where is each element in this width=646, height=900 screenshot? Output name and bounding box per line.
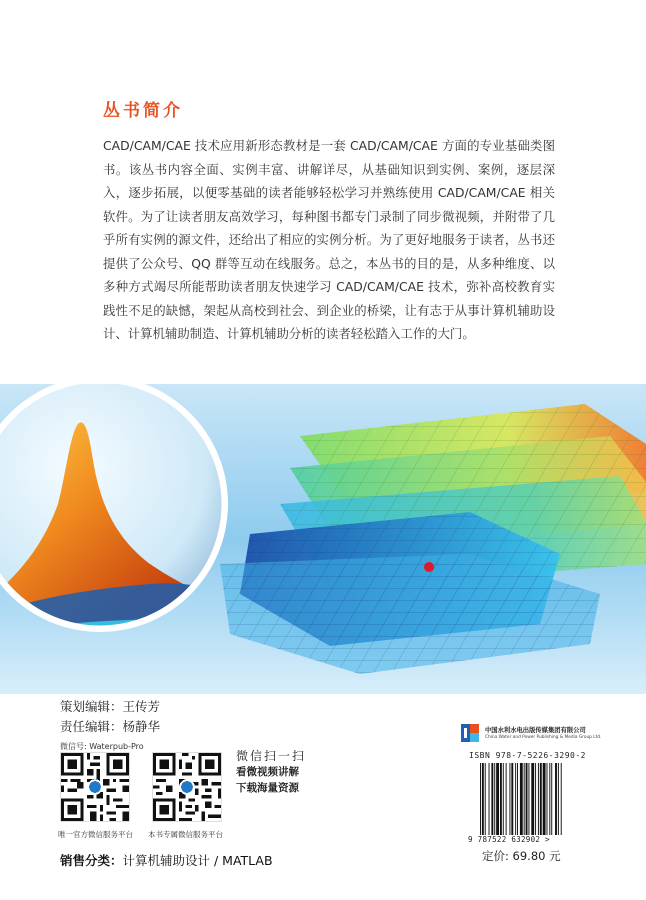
scan-line-2: 看微视频讲解 (236, 766, 299, 778)
isbn-number: ISBN 978-7-5226-3290-2 (469, 751, 586, 760)
barcode-bar (511, 763, 513, 835)
barcode-bar (543, 763, 546, 835)
responsible-editor: 责任编辑：杨静华 (60, 719, 161, 734)
official-wechat-qr-code (60, 752, 130, 822)
barcode-bar (549, 763, 550, 835)
sales-category-label: 销售分类： (60, 853, 123, 868)
barcode-bar (531, 763, 534, 835)
barcode-bar (535, 763, 536, 835)
barcode-bar (524, 763, 525, 835)
barcode-bar (526, 763, 528, 835)
barcode-digits: 9 787522 632902 > (468, 835, 550, 844)
barcode-bars (480, 763, 596, 835)
barcode-bar (561, 763, 562, 835)
barcode-bar (540, 763, 542, 835)
barcode-bar (528, 763, 529, 835)
scan-line-3: 下载海量资源 (236, 782, 299, 794)
isbn-barcode (468, 751, 603, 846)
editor-credits (60, 697, 160, 737)
barcode-bar (555, 763, 557, 835)
book-wechat-qr-code (152, 752, 222, 822)
barcode-bar (520, 763, 523, 835)
sales-category (60, 851, 273, 869)
barcode-bar (506, 763, 507, 835)
barcode-bar (489, 763, 490, 835)
barcode-bar (509, 763, 510, 835)
barcode-bar (480, 763, 481, 835)
publisher-name-english: China Water and Power Publishing & Media Group Ltd. (485, 735, 602, 740)
barcode-bar (517, 763, 518, 835)
barcode-bar (551, 763, 552, 835)
official-wechat-caption: 唯一官方微信服务平台 (58, 830, 133, 839)
sales-category-value: 计算机辅助设计 / MATLAB (122, 853, 273, 868)
barcode-bar (491, 763, 493, 835)
wechat-id: 微信号: Waterpub-Pro (60, 742, 144, 751)
barcode-bar (482, 763, 484, 835)
barcode-bar (558, 763, 559, 835)
barcode-bar (485, 763, 486, 835)
publisher-mark (461, 722, 601, 744)
series-title: 丛书简介 (103, 101, 183, 121)
barcode-bar (496, 763, 499, 835)
price: 定价: 69.80 元 (482, 849, 561, 863)
barcode-bar (503, 763, 504, 835)
scan-line-1: 微信扫一扫 (236, 749, 307, 763)
series-description: CAD/CAM/CAE 技术应用新形态教材是一套 CAD/CAM/CAE 方面的专业基础类图书。该丛书内容全面、实例丰富、讲解详尽，从基础知识到实例、案例，逐层深入，逐步拓展，以便零基础的读者能够轻松学习并熟练使用 CAD/CAM/CAE 相关软件。为了让读者朋友高效学习，每种图书都专门录制了同步微视频，并附带了几乎所有实例的源文件，还给出了相应的实例分析。为了更好地服务于读者，丛书还提供了公众号、QQ 群等互动在线服务。总之，本丛书的目的是，从多种维度、以多种方式竭尽所能帮助读者朋友快速学习 CAD/CAM/CAE 技术，弥补高校教育实践性不足的缺憾，架起从高校到社会、到企业的桥梁，让有志于从事计算机辅助设计、计算机辅助制造、计算机辅助分析的读者轻松踏入工作的大门。 (103, 138, 555, 341)
barcode-bar (547, 763, 548, 835)
publisher-name: 中国水利水电出版传媒集团有限公司 (485, 727, 586, 734)
planning-editor: 策划编辑：王传芳 (60, 699, 161, 714)
book-wechat-caption: 本书专属微信服务平台 (148, 830, 223, 839)
barcode-bar (500, 763, 502, 835)
cover-illustration (0, 384, 646, 694)
scan-prompt (236, 748, 306, 796)
publisher-logo-icon (461, 722, 481, 744)
barcode-bar (494, 763, 495, 835)
barcode-bar (538, 763, 539, 835)
barcode-bar (515, 763, 516, 835)
